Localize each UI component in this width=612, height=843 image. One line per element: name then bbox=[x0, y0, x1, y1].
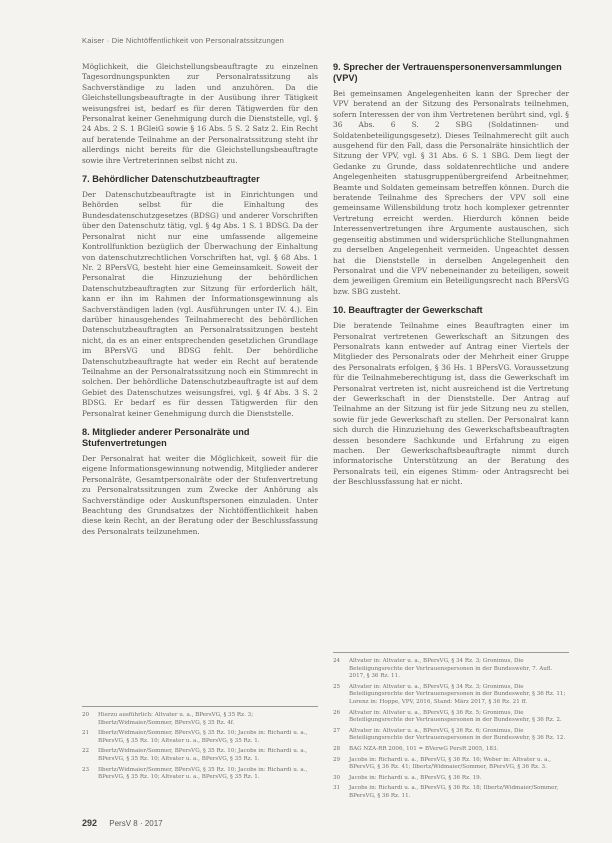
section-heading-9: 9. Sprecher der Vertrauenspersonenversammlungen (VPV) bbox=[333, 62, 562, 83]
footnote: 23 Ilbertz/Widmaier/Sommer, BPersVG, § 35 Rz. 10; Jacobs in: Richardi u. a., BPersVG, § 35 Rz. 10; Altvater u. a., BPersVG, § 35 Rz. 1. bbox=[82, 766, 308, 781]
footnote: 28 BAG NZA-RR 2006, 101 = BVerwG PersR 2005, 183. bbox=[333, 745, 499, 752]
footnotes-left bbox=[82, 706, 318, 785]
footnote: 31 Jacobs in: Richardi u. a., BPersVG, § 36 Rz. 18; Ilbertz/Widmaier/Sommer, BPersVG, § 36 Rz. 11. bbox=[333, 785, 559, 799]
footnotes-right bbox=[333, 652, 569, 804]
journal-issue: PersV 8 · 2017 bbox=[109, 819, 163, 828]
section-10-paragraph: Die beratende Teilnahme eines Beauftragten einer im Personalrat vertretenen Gewerkschaft an Sitzungen des Personalrats kann entweder auf Antrag einer Viertels der Mitglieder des Personalrats oder der Mehrheit einer Gruppe des Personalrats erfolgen, § 36 Hs. 1 BPersVG. Voraussetzung für die Teilnahmeberechtigung ist, dass die Gewerkschaft im Personalrat vertreten ist, nicht ausreichend ist die Vertretung der Gewerkschaft in der Dienststelle. Der Antrag auf Teilnahme an der Sitzung ist für jede Sitzung neu zu stellen, sowie für jede Gewerkschaft zu stellen. Der Personalrat kann sich durch die Hinzuziehung des Gewerkschaftsbeauftragten dessen besondere Sachkunde und Erfahrung zu eigen machen. Der Gewerkschaftsbeauftragte nimmt durch informatorische Unterstützung an der Beratung des Personalrats teil, ein eigenes Stimm- oder Antragsrecht bei der Beschlussfassung hat er nicht. bbox=[333, 321, 569, 487]
footnote: 20 Hierzu ausführlich: Altvater u. a., BPersVG, § 35 Rz. 3; Ilbertz/Widmaier/Sommer, BPersVG, § 35 Rz. 4f. bbox=[82, 712, 254, 726]
section-7-paragraph: Der Datenschutzbeauftragte ist in Einrichtungen und Behörden selbst für die Einhaltung des Bundesdatenschutzgesetzes (BDSG) und anderer Vorschriften über den Datenschutz tätig, vgl. § 4g Abs. 1 S. 1 BDSG. Da der Personalrat nicht nur eine umfassende allgemeine Kontrollfunktion bezüglich der Überwachung der Einhaltung von datenschutzrechtlichen Vorschriften hat, vgl. § 68 Abs. 1 Nr. 2 BPersVG, besteht hier eine Gemeinsamkeit. Soweit der Personalrat die Hinzuziehung der behördlichen Datenschutzbeauftragten zur Sitzung für erforderlich hält, kann er ihn im Rahmen der Informationsgewinnung als Sachverständigen laden (vgl. Ausführungen unter IV. 4.). Ein darüber hinausgehendes Teilnahmerecht des behördlichen Datenschutzbeauftragten an Personalratssitzungen besteht nicht, da es an einer entsprechenden gesetzlichen Grundlage im BPersVG und BDSG fehlt. Der behördliche Datenschutzbeauftragte hat weder ein Recht auf beratende Teilnahme an der Personalratssitzung noch ein Stimmrecht in solchen. Der behördliche Datenschutzbeauftragte ist auf dem Gebiet des Datenschutzes weisungsfrei, vgl. § 4f Abs. 3 S. 2 BDSG. Er bedarf es für dessen Tätigwerden für den Personalrat keiner Genehmigung durch die Dienststelle. bbox=[82, 190, 318, 418]
footnote: 25 Altvater in: Altvater u. a., BPersVG, § 34 Rz. 3; Gronimus, Die Beteiligungsrechte der Vertrauenspersonen in der Bundeswehr, § 36 Rz. 11; Lorenz in: Hoppe, VPV, 2016, Stand: März 2017, § 36 Rz. 21 ff. bbox=[333, 683, 566, 705]
page-footer bbox=[82, 818, 163, 828]
intro-paragraph: Möglichkeit, die Gleichstellungsbeauftragte zu einzelnen Tagesordnungspunkten zur Personalratssitzung als Sachverständige zu laden und anzuhören. Da die Gleichstellungsbeauftragte in der Ausübung ihrer Tätigkeit weisungsfrei ist, bedarf es für deren Tätigwerden für den Personalrat keiner Genehmigung durch die Dienststelle, vgl. § 24 Abs. 2 S. 1 BGleiG sowie § 16 Abs. 5 S. 2 Satz 2. Ein Recht auf beratende Teilnahme an der Personalratssitzung steht ihr allerdings nicht bereits für die Gleichstellungsbeauftragte sowie ihre Vertreterinnen selbst nicht zu. bbox=[82, 62, 318, 165]
left-column bbox=[82, 62, 318, 543]
footnote: 27 Altvater in: Altvater u. a., BPersVG, § 36 Rz. 6; Gronimus, Die Beteiligungsrechte der Vertrauenspersonen in der Bundeswehr, § 36 Rz. 12. bbox=[333, 727, 566, 742]
section-8-paragraph: Der Personalrat hat weiter die Möglichkeit, soweit für die eigene Informationsgewinnung notwendig, Mitglieder anderer Personalräte, Gesamtpersonalräte oder der Stufenvertretung zu Personalratssitzungen zum Zwecke der Anhörung als Sachverständige oder Auskunftspersonen einzuladen. Unter Beachtung des Grundsatzes der Nichtöffentlichkeit haben diese kein Recht, an der Beratung oder der Beschlussfassung des Personalrats teilzunehmen. bbox=[82, 454, 318, 536]
section-heading-8: 8. Mitglieder anderer Personalräte und Stufenvertretungen bbox=[82, 427, 250, 448]
footnote: 21 Ilbertz/Widmaier/Sommer, BPersVG, § 35 Rz. 10; Jacobs in: Richardi u. a., BPersVG, § 35 Rz. 10; Altvater u. a., BPersVG, § 35 Rz. 1. bbox=[82, 730, 308, 744]
section-9-paragraph: Bei gemeinsamen Angelegenheiten kann der Sprecher der VPV beratend an der Sitzung des Personalrats teilnehmen, sofern Interessen der von ihm Vertretenen berührt sind, vgl. § 36 Abs. 6 S. 2 SBG (Soldatinnen- und Soldatenbeteiligungsgesetz). Dieses Teilnahmerecht gilt auch ausgehend für den Fall, dass die Personalräte hinsichtlich der Sitzung der VPV, vgl. § 31 Abs. 6 S. 1 SBG. Dem liegt der Gedanke zu Grunde, dass soldatenrechtliche und andere Angelegenheiten statusgruppenübergreifend Arbeitnehmer, Beamte und Soldaten gemeinsam betreffen können. Durch die beratende Teilnahme des Sprechers der VPV soll eine gemeinsame Willensbildung trotz hoch komplexer getrennter Vertretung erreicht werden. Hierdurch können beide Interessenvertretungen ihre Argumente austauschen, sich gegenseitig abstimmen und widersprüchliche Stellungnahmen zu derselben Angelegenheit vermeiden. Ungeachtet dessen hat die Dienststelle in derselben Angelegenheit den Personalrat und die VPV nebeneinander zu beteiligen, soweit dem jeweiligen Gremium ein Beteiligungsrecht nach BPersVG bzw. SBG zusteht. bbox=[333, 89, 569, 296]
footnote: 24 Altvater in: Altvater u. a., BPersVG, § 34 Rz. 3; Gronimus, Die Beteiligungsrechte der Vertrauenspersonen in der Bundeswehr, 7. Aufl. 2017, § 36 Rz. 11. bbox=[333, 658, 553, 680]
footnote: 26 Altvater in: Altvater u. a., BPersVG, § 36 Rz. 5; Gronimus, Die Beteiligungsrechte der Vertrauenspersonen in der Bundeswehr, § 36 Rz. 2. bbox=[333, 709, 562, 724]
section-heading-10: 10. Beauftragter der Gewerkschaft bbox=[333, 305, 483, 316]
right-column bbox=[333, 62, 569, 494]
page-number: 292 bbox=[82, 818, 98, 828]
section-heading-7: 7. Behördlicher Datenschutzbeauftragter bbox=[82, 174, 260, 185]
footnote: 29 Jacobs in: Richardi u. a., BPersVG, § 36 Rz. 16; Weber in: Altvater u. a., BPersVG, § 36 Rz. 41; Ilbertz/Widmaier/Sommer, BPersVG, § 36 Rz. 3. bbox=[333, 756, 552, 771]
running-head: Kaiser · Die Nichtöffentlichkeit von Personalratssitzungen bbox=[82, 36, 284, 45]
footnote: 30 Jacobs in: Richardi u. a., BPersVG, § 36 Rz. 19. bbox=[333, 774, 482, 781]
footnote: 22 Ilbertz/Widmaier/Sommer, BPersVG, § 35 Rz. 10; Jacobs in: Richardi u. a., BPersVG, § 35 Rz. 10; Altvater u. a., BPersVG, § 35 Rz. 1. bbox=[82, 748, 308, 762]
